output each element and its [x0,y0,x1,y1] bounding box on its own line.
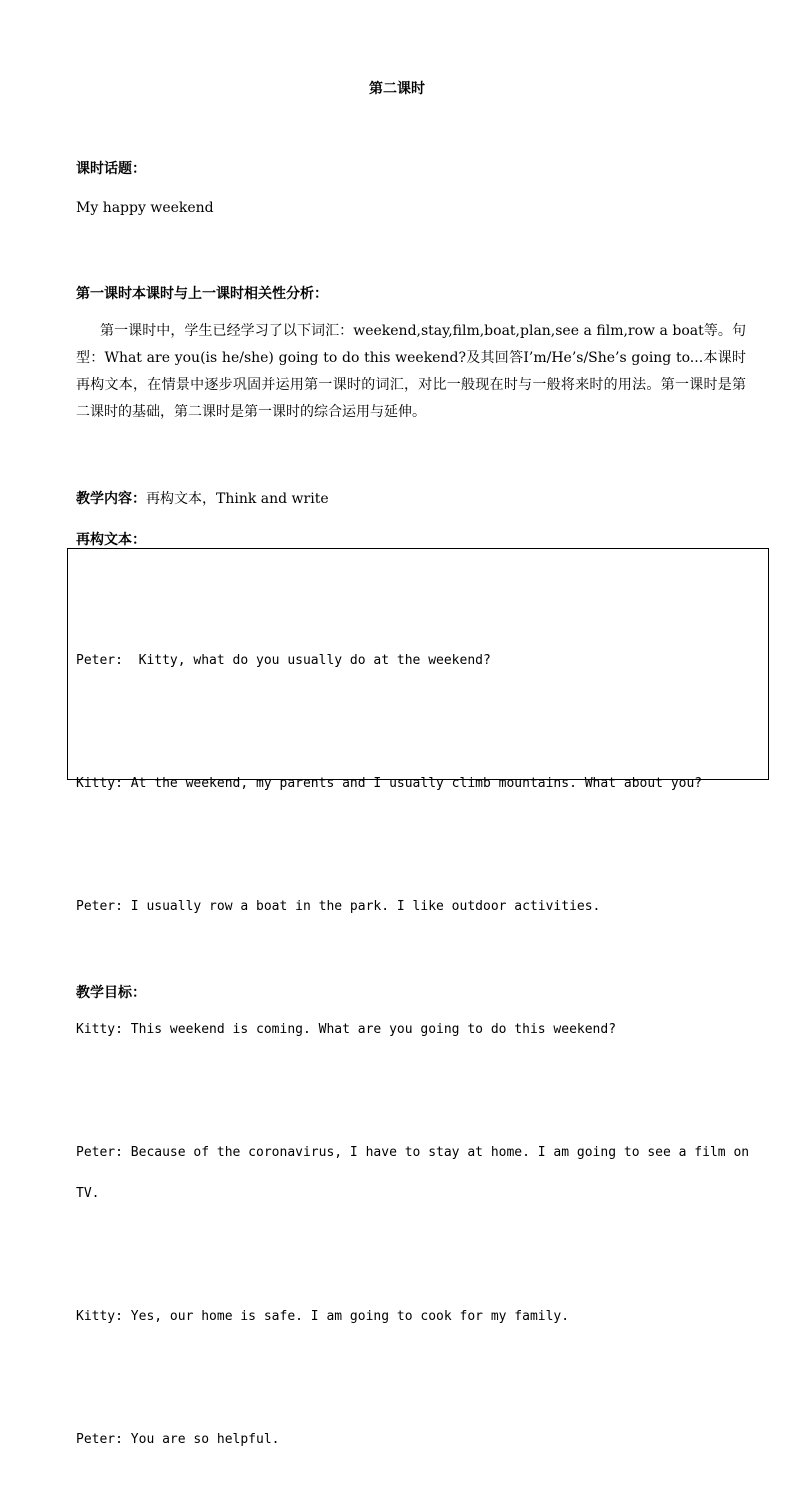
content-line [76,488,329,508]
reconstructed-heading: 再构文本： [76,532,146,548]
topic-heading: 课时话题： [76,161,146,177]
analysis-heading: 第一课时本课时与上一课时相关性分析： [76,286,328,302]
analysis-paragraph: 第一课时中，学生已经学习了以下词汇：weekend,stay,film,boat,plan,see a film,row a boat等。句型：What are you(is he/she) going to do this weekend?及其回答I’m/He’s/She’s going to...本课时再构文本，在情景中逐步巩固并运用第一课时的词汇，对比一般现在时与一般将来时的用法。第一课时是第二课时的基础，第二课时是第一课时的综合运用与延伸。 [76,323,746,420]
dialogue-line: Peter: You are so helpful. [76,1432,280,1447]
dialogue-line: Peter: I usually row a boat in the park. I like outdoor activities. [76,899,601,914]
dialogue-line: Kitty: This weekend is coming. What are you going to do this weekend? [76,1022,617,1037]
dialogue-line: Peter: Kitty, what do you usually do at the weekend? [76,653,491,668]
topic-text: My happy weekend [76,200,214,216]
content-text: 再构文本，Think and write [146,491,329,507]
dialogue-line: Kitty: At the weekend, my parents and I usually climb mountains. What about you? [76,776,703,791]
dialogue-line: Peter: Because of the coronavirus, I have to stay at home. I am going to see a film on TV. [76,1145,757,1201]
dialogue-line: Kitty: Yes, our home is safe. I am going to cook for my family. [76,1309,570,1324]
dialogue-block [76,558,756,1501]
objectives-heading: 教学目标： [76,985,146,1001]
page-title: 第二课时 [369,81,425,97]
content-heading: 教学内容： [76,491,146,507]
